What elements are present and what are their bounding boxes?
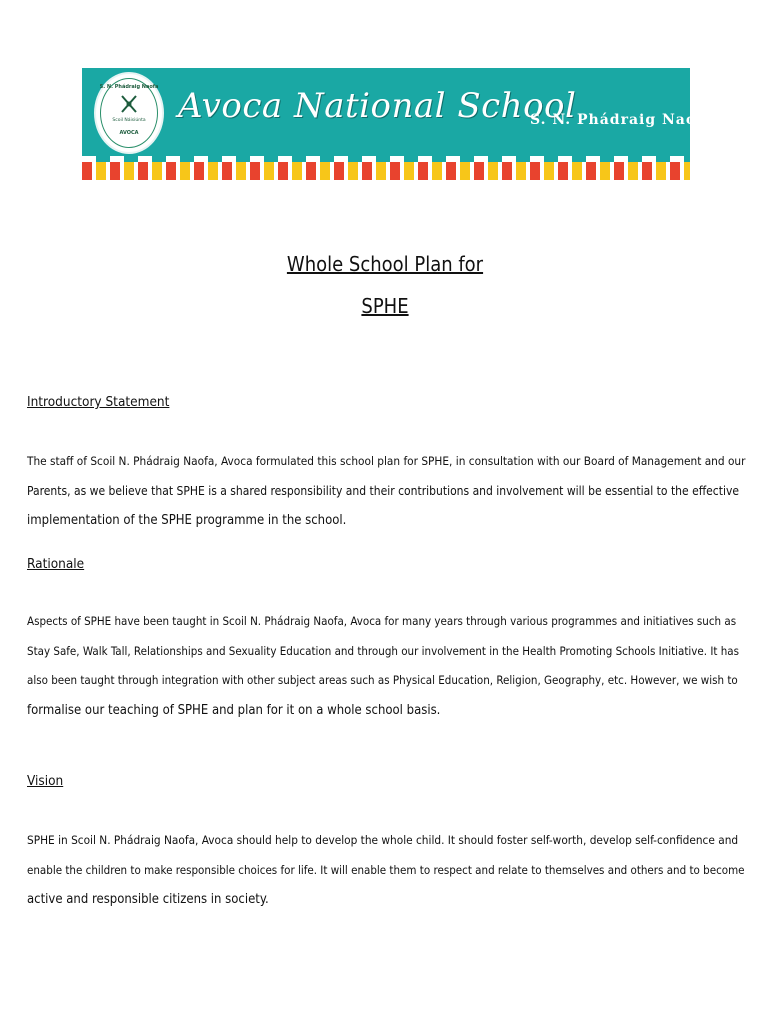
section-paragraph-vision <box>27 826 749 915</box>
section-paragraph-intro <box>27 447 749 536</box>
section-heading-rationale: Rationale <box>27 556 85 572</box>
banner-main <box>82 68 714 156</box>
paragraph-line: also been taught through integration with other subject areas such as Physical Education, Religion, Geography, etc. However, we wish to <box>27 673 738 687</box>
paragraph-line: active and responsible citizens in society. <box>27 892 269 907</box>
paragraph-line: enable the children to make responsible choices for life. It will enable them to respect and relate to themselves and others and to become <box>27 862 745 877</box>
paragraph-line: SPHE in Scoil N. Phádraig Naofa, Avoca should help to develop the whole child. It should foster self-worth, develop self-confidence and <box>27 833 739 847</box>
paragraph-line: formalise our teaching of SPHE and plan for it on a whole school basis. <box>27 702 441 718</box>
paragraph-line: The staff of Scoil N. Phádraig Naofa, Avoca formulated this school plan for SPHE, in consultation with our Board of Management and our <box>27 454 746 468</box>
section-paragraph-rationale <box>27 607 749 725</box>
paragraph-line: Parents, as we believe that SPHE is a shared responsibility and their contributions and involvement will be essential to the effective <box>27 483 740 498</box>
paragraph-line: Stay Safe, Walk Tall, Relationships and Sexuality Education and through our involvement in the Health Promoting Schools Initiative. It has <box>27 643 740 658</box>
crossed-croziers-icon <box>120 94 138 114</box>
logo-top-text: S. N. Phádraig Naofa <box>99 84 159 90</box>
paragraph-line: implementation of the SPHE programme in the school. <box>27 513 347 528</box>
section-heading-vision: Vision <box>27 773 64 789</box>
document-subtitle: SPHE <box>361 294 409 318</box>
banner-stripe-top <box>82 156 690 162</box>
section-heading-intro: Introductory Statement <box>27 394 170 410</box>
school-irish-name: S. N. Phádraig Naofa <box>530 112 714 128</box>
school-logo <box>94 72 164 154</box>
school-name: Avoca National School <box>178 86 577 126</box>
school-banner <box>82 68 714 180</box>
logo-middle-text: Scoil Náisiúnta <box>112 118 146 123</box>
paragraph-line: Aspects of SPHE have been taught in Scoil N. Phádraig Naofa, Avoca for many years through various programmes and initiatives such as <box>27 614 737 628</box>
document-title: Whole School Plan for <box>286 252 484 276</box>
logo-bottom-text: AVOCA <box>119 130 139 136</box>
